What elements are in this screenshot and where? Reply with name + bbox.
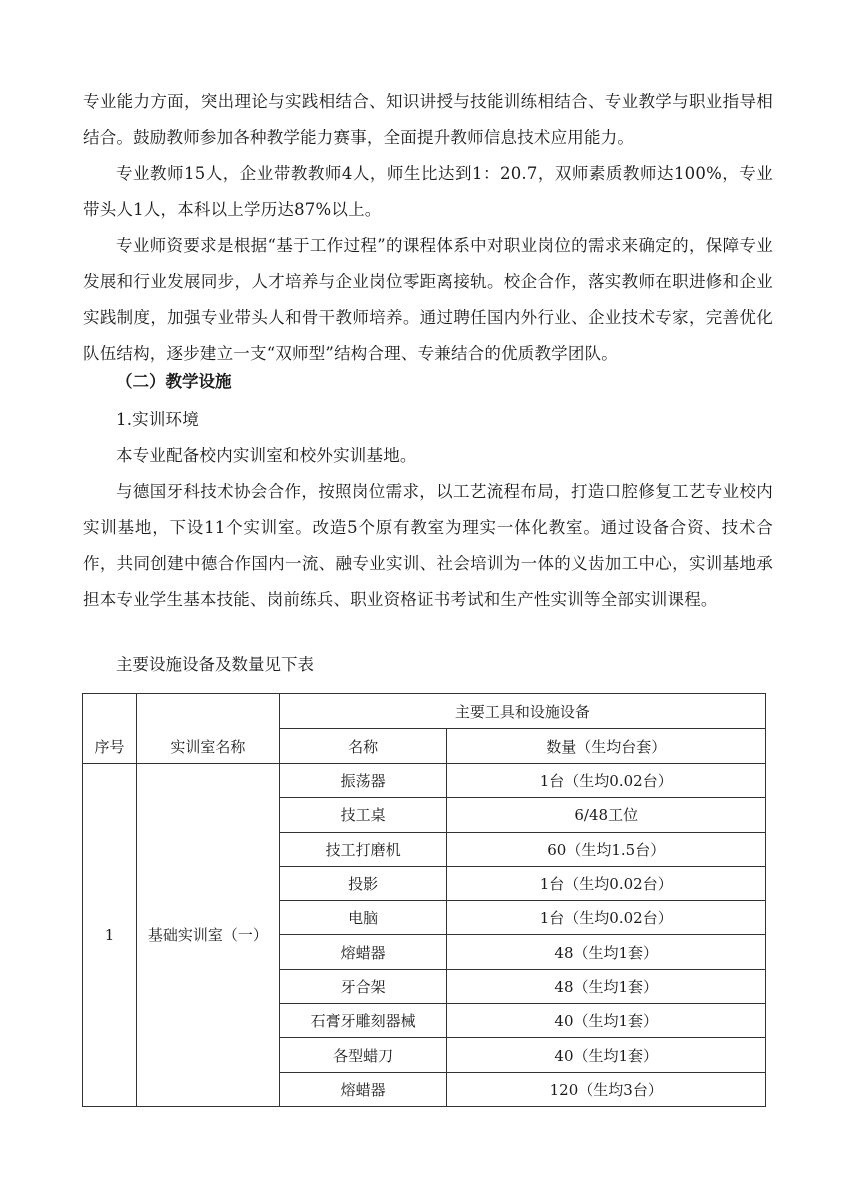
cell-equipment-quantity: 48（生均1套） <box>447 969 766 1003</box>
cell-equipment-name: 技工打磨机 <box>279 832 447 866</box>
cell-equipment-name: 技工桌 <box>279 798 447 832</box>
cell-index: 1 <box>83 764 137 1107</box>
cell-equipment-name: 各型蜡刀 <box>279 1038 447 1072</box>
cell-equipment-quantity: 1台（生均0.02台） <box>447 764 766 798</box>
cell-equipment-quantity: 60（生均1.5台） <box>447 832 766 866</box>
header-room-name: 实训室名称 <box>136 694 279 764</box>
cell-equipment-quantity: 40（生均1套） <box>447 1004 766 1038</box>
cell-equipment-name: 石膏牙雕刻器械 <box>279 1004 447 1038</box>
header-name: 名称 <box>279 729 447 764</box>
sub-heading: 1.实训环境 <box>116 410 199 429</box>
paragraph-teaching-ability: 专业能力方面，突出理论与实践相结合、知识讲授与技能训练相结合、专业教学与职业指导相结合。鼓励教师参加各种教学能力赛事，全面提升教师信息技术应用能力。 <box>83 92 773 147</box>
cell-equipment-quantity: 1台（生均0.02台） <box>447 901 766 935</box>
paragraph-cooperation: 与德国牙科技术协会合作，按照岗位需求，以工艺流程布局，打造口腔修复工艺专业校内实训基地，下设11个实训室。改造5个原有教室为理实一体化教室。通过设备合资、技术合作，共同创建中德合作国内一流、融专业实训、社会培训为一体的义齿加工中心，实训基地承担本专业学生基本技能、岗前练兵、职业资格证书考试和生产性实训等全部实训课程。 <box>83 482 773 609</box>
cell-equipment-name: 熔蜡器 <box>279 935 447 969</box>
table-caption: 主要设施设备及数量见下表 <box>116 655 314 674</box>
cell-room-name: 基础实训室（一） <box>136 764 279 1107</box>
cell-equipment-name: 熔蜡器 <box>279 1072 447 1106</box>
paragraph-training-bases: 本专业配备校内实训室和校外实训基地。 <box>116 446 417 465</box>
table-row <box>83 764 766 798</box>
paragraph-teacher-requirements: 专业师资要求是根据“基于工作过程”的课程体系中对职业岗位的需求来确定的，保障专业发展和行业发展同步，人才培养与企业岗位零距离接轨。校企合作，落实教师在职进修和企业实践制度，加强专业带头人和骨干教师培养。通过聘任国内外行业、企业技术专家，完善优化队伍结构，逐步建立一支“双师型”结构合理、专兼结合的优质教学团队。 <box>83 236 773 363</box>
cell-equipment-quantity: 120（生均3台） <box>447 1072 766 1106</box>
cell-equipment-quantity: 48（生均1套） <box>447 935 766 969</box>
header-quantity: 数量（生均台套） <box>447 729 766 764</box>
cell-equipment-name: 牙合架 <box>279 969 447 1003</box>
header-index: 序号 <box>83 694 137 764</box>
facilities-section <box>83 402 773 618</box>
table-header-row <box>83 694 766 729</box>
cell-equipment-quantity: 6/48工位 <box>447 798 766 832</box>
cell-equipment-name: 投影 <box>279 866 447 900</box>
paragraph-teacher-stats: 专业教师15人，企业带教教师4人，师生比达到1：20.7，双师素质教师达100%，专业带头人1人，本科以上学历达87%以上。 <box>83 164 773 219</box>
header-group: 主要工具和设施设备 <box>279 694 765 729</box>
cell-equipment-quantity: 40（生均1套） <box>447 1038 766 1072</box>
cell-equipment-name: 振荡器 <box>279 764 447 798</box>
text-section <box>83 84 773 372</box>
cell-equipment-name: 电脑 <box>279 901 447 935</box>
cell-equipment-quantity: 1台（生均0.02台） <box>447 866 766 900</box>
facility-table <box>82 693 766 1107</box>
section-heading: （二）教学设施 <box>116 372 232 391</box>
